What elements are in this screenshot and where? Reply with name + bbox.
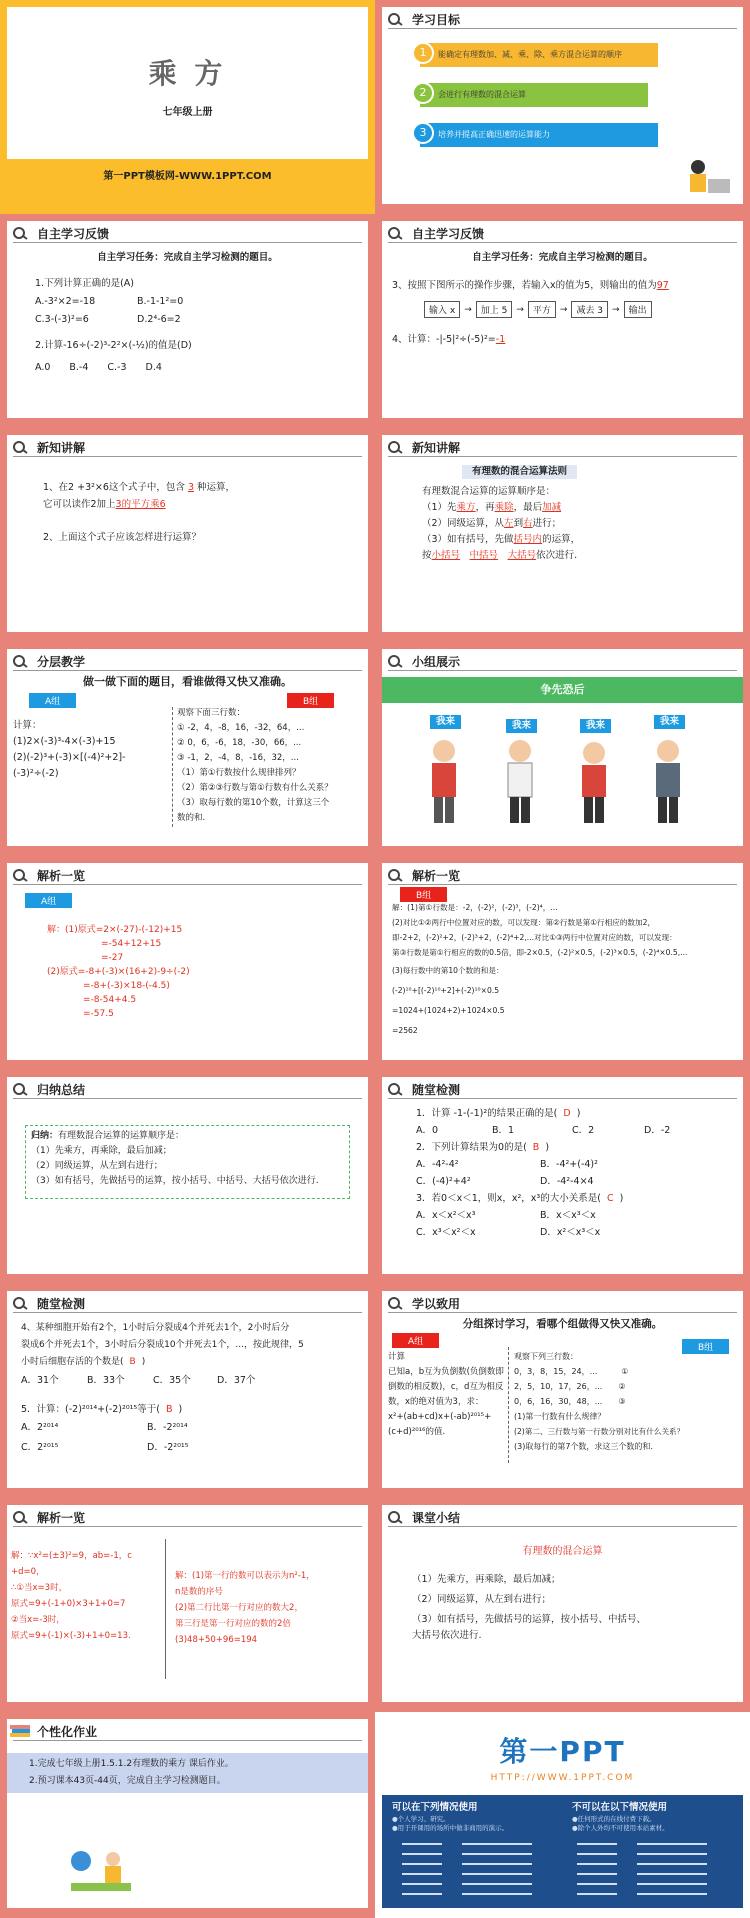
b-line: ① -2，4，-8，16，-32，64，... [177, 723, 305, 733]
q4-line: 4、某种细胞开始有2个，1小时后分裂成4个并死去1个，2小时后分 [21, 1323, 290, 1333]
link-list-decoration [402, 1839, 732, 1909]
q5-opt: D．-2²⁰¹⁵ [147, 1442, 189, 1453]
a-line: x²+(ab+cd)x+(-ab)²⁰¹⁵+ [388, 1412, 492, 1422]
flow-step: 平方 [528, 301, 556, 318]
slide-header: 解析一览 [7, 866, 85, 884]
slide-header: 归纳总结 [7, 1080, 85, 1098]
sol-line: =-57.5 [83, 1009, 114, 1019]
a-sol: ②当x=-3时， [11, 1615, 65, 1625]
slide-apply[interactable] [375, 1284, 750, 1498]
slide-class-summary[interactable] [375, 1498, 750, 1712]
slide-new-knowledge-1[interactable] [0, 428, 375, 642]
magnifier-icon [7, 1295, 33, 1311]
slide-feedback-2[interactable] [375, 214, 750, 428]
q4-line: 裂成6个并死去1个，3小时后分裂成10个并死去1个，...，按此规律，5 [21, 1340, 304, 1350]
slide-analysis-2[interactable] [0, 1498, 375, 1712]
a-line: 计算 [388, 1352, 406, 1362]
sign-2: 我来 [506, 719, 537, 733]
tag-a: A组 [25, 893, 72, 908]
magnifier-icon [382, 11, 408, 27]
flow-step: 输入 x [424, 301, 460, 318]
can-note: ●个人学习、研究。 [392, 1815, 450, 1823]
q2-opt: A．-4²-4² [416, 1159, 459, 1170]
q4-opt: C．35个 [153, 1375, 191, 1386]
q4-opt: D．37个 [217, 1375, 256, 1386]
ending-logo: 第一PPT [499, 1735, 626, 1768]
cover-subtitle: 七年级上册 [162, 107, 213, 118]
sol-line: (-2)¹⁰+[(-2)¹⁰+2]+(-2)¹⁰×0.5 [392, 986, 500, 995]
teacher-illustration [678, 157, 738, 199]
slide-homework[interactable] [0, 1712, 375, 1918]
magnifier-icon [382, 439, 408, 455]
b-sol: (2)第二行比第一行对应的数大2， [175, 1603, 303, 1613]
goal-text-2: 会进行有理数的混合运算 [438, 90, 526, 99]
q3: 3．若0＜x＜1，则x，x²，x³的大小关系是( C ) [416, 1193, 624, 1204]
q1-opt: A．0 [416, 1125, 439, 1136]
q3: 3、按照下图所示的操作步骤，若输入x的值为5，则输出的值为97 [392, 280, 669, 291]
b-line: 观察下列三行数： [514, 1352, 578, 1361]
slide-analysis-a[interactable] [0, 856, 375, 1070]
rule-1: （1）先乘方，再乘除，最后加减 [422, 502, 562, 513]
a-line: (1)2×(-3)³-4×(-3)+15 [13, 736, 116, 747]
homework-line: 1.完成七年级上册1.5.1.2有理数的乘方 课后作业。 [29, 1759, 234, 1769]
slide-new-knowledge-2[interactable] [375, 428, 750, 642]
a-sol: 解：∵x²=(±3)²=9，ab=-1，c [11, 1551, 132, 1561]
goal-text-1: 能确定有理数加、减、乘、除、乘方混合运算的顺序 [438, 50, 622, 59]
banner: 争先恐后 [382, 677, 743, 703]
q1: 1.下列计算正确的是(A) [35, 278, 134, 289]
sol-line: 第③行数是第①行相应的数的0.5倍，即-2×0.5，(-2)²×0.5，(-2)³×0.5，(-2)⁴×0.5,... [392, 948, 688, 957]
b-line: （1）第①行数按什么规律排列？ [177, 768, 301, 778]
line-1: 1、在2 +3²×6这个式子中，包含 3 种运算， [43, 482, 235, 493]
magnifier-icon [382, 1295, 408, 1311]
goal-num-3: 3 [412, 122, 434, 144]
q1: 1．计算 -1-(-1)²的结果正确的是( D ) [416, 1108, 581, 1119]
b-line: 0，6，16，30，48，... ③ [514, 1397, 626, 1406]
q1-opt: D．-2 [644, 1125, 671, 1136]
sol-line: (2)原式=-8+(-3)×(16+2)-9÷(-2) [47, 967, 190, 977]
a-line: (c+d)²⁰¹⁶的值. [388, 1427, 446, 1437]
apply-title: 分组探讨学习，看哪个组做得又快又准确。 [462, 1318, 663, 1330]
q5-opt: A．2²⁰¹⁴ [21, 1422, 59, 1433]
b-sol: 解：(1)第一行的数可以表示为n²-1， [175, 1571, 315, 1581]
sol-line: (3)每行数中的第10个数的和是： [392, 966, 504, 975]
q2-opt: D．-4²-4×4 [540, 1176, 594, 1187]
b-sol: (3)48+50+96=194 [175, 1635, 258, 1645]
slide-quiz-2[interactable] [0, 1284, 375, 1498]
magnifier-icon [7, 1509, 33, 1525]
q2: 2．下列计算结果为0的是( B ) [416, 1142, 550, 1153]
slide-header: 分层教学 [7, 652, 85, 670]
b-line: (2)第二、三行数与第一行数分别对比有什么关系？ [514, 1427, 685, 1436]
slide-header: 解析一览 [7, 1508, 85, 1526]
cover-site: 第一PPT模板网-WWW.1PPT.COM [103, 171, 272, 182]
sol-line: =-27 [101, 953, 124, 963]
task-text: 自主学习任务：完成自主学习检测的题目。 [472, 252, 653, 263]
magnifier-icon [7, 867, 33, 883]
q4-opt: B．33个 [87, 1375, 125, 1386]
q4: 4、计算：-|-5|²÷(-5)²=-1 [392, 334, 506, 345]
slide-header: 新知讲解 [7, 438, 85, 456]
cannot-note: ●除个人外均不可使用本站素材。 [572, 1824, 669, 1832]
rule-intro: 有理数混合运算的运算顺序是： [422, 486, 556, 497]
goal-num-2: 2 [412, 82, 434, 104]
q5-opt: C．2²⁰¹⁵ [21, 1442, 59, 1453]
sol-line: =-8+(-3)×18-(-4.5) [83, 981, 170, 991]
study-illustration [67, 1839, 147, 1899]
b-line: （2）第②③行数与第①行数有什么关系？ [177, 783, 333, 793]
divider [508, 1347, 509, 1463]
b-line: 2，5，10，17，26，... ② [514, 1382, 626, 1391]
can-use-title: 可以在下列情况使用 [392, 1802, 478, 1813]
slide-cover[interactable] [0, 0, 375, 214]
q3-opt: D．x²＜x³＜x [540, 1227, 601, 1238]
sol-line: =-8-54+4.5 [83, 995, 137, 1005]
slide-ending[interactable] [375, 1712, 750, 1918]
slide-layered-teaching[interactable] [0, 642, 375, 856]
q5-opt: B．-2²⁰¹⁴ [147, 1422, 188, 1433]
b-line: ② 0，6，-6，18，-30，66，... [177, 738, 302, 748]
flow-diagram: 输入 x → 加上 5 → 平方 → 减去 3 → 输出 [424, 301, 652, 318]
a-sol: 原式=9+(-1+0)×3+1+0=7 [11, 1599, 126, 1609]
slide-quiz-1[interactable] [375, 1070, 750, 1284]
book-stack-icon [7, 1723, 33, 1739]
rule-2: （2）同级运算，从左到右进行； [422, 518, 562, 529]
cannot-use-title: 不可以在以下情况使用 [572, 1802, 668, 1813]
slide-header: 小组展示 [382, 652, 460, 670]
sol-line: =2562 [392, 1026, 418, 1035]
summary-line: （2）同级运算，从左到右进行； [412, 1594, 552, 1605]
a-line: 计算： [13, 720, 42, 731]
magnifier-icon [7, 439, 33, 455]
sol-line: =1024+(1024+2)+1024×0.5 [392, 1006, 505, 1015]
magnifier-icon [7, 1081, 33, 1097]
q1-b: B.-1-1²=0 [137, 296, 184, 307]
q3-opt: A．x＜x²＜x³ [416, 1210, 476, 1221]
slide-header: 解析一览 [382, 866, 460, 884]
can-note: ●用于开课用的场所中做非商用的演示。 [392, 1824, 509, 1832]
magnifier-icon [382, 1081, 408, 1097]
b-line: ③ -1，2，-4，8，-16，32，... [177, 753, 299, 763]
sign-3: 我来 [580, 719, 611, 733]
b-sol: n是数的序号 [175, 1587, 223, 1597]
b-line: 观察下面三行数： [177, 708, 246, 718]
flow-step: 输出 [624, 301, 652, 318]
sol-line: 解：(1)第①行数是：-2，(-2)²，(-2)³，(-2)⁴，... [392, 903, 558, 912]
sol-line: 即-2+2，(-2)²+2，(-2)³+2，(-2)⁴+2,...对比①③两行中位置对应的数，可以发现： [392, 933, 677, 942]
slide-header: 自主学习反馈 [7, 224, 109, 242]
ending-url: HTTP://WWW.1PPT.COM [490, 1773, 635, 1783]
q3-opt: C．x³＜x²＜x [416, 1227, 476, 1238]
divider [172, 707, 173, 827]
q2-opt: B．-4²+(-4)² [540, 1159, 598, 1170]
tag-b: B组 [682, 1339, 729, 1354]
q3-opt: B．x＜x³＜x [540, 1210, 596, 1221]
sol-line: (2)对比①②两行中位置对应的数，可以发现：第②行数是第①行相应的数加2， [392, 918, 656, 927]
layer-title: 做一做下面的题目，看谁做得又快又准确。 [83, 675, 292, 688]
b-sol: 第三行是第一行对应的数的2倍 [175, 1619, 291, 1629]
magnifier-icon [7, 225, 33, 241]
b-line: 数的和. [177, 813, 206, 823]
rule-box: 有理数的混合运算法则 [462, 465, 577, 479]
line-2: 它可以读作2加上3的平方乘6 [43, 499, 166, 510]
summary-line: （2）同级运算，从左到右进行； [31, 1161, 163, 1171]
slide-header: 新知讲解 [382, 438, 460, 456]
sign-4: 我来 [654, 715, 685, 729]
q1-c: C.3-(-3)²=6 [35, 314, 89, 325]
slide-goals[interactable] [375, 0, 750, 214]
magnifier-icon [7, 653, 33, 669]
q1-opt: B．1 [492, 1125, 515, 1136]
q4-line: 小时后细胞存活的个数是( B ) [21, 1357, 146, 1367]
magnifier-icon [382, 653, 408, 669]
sign-1: 我来 [430, 715, 461, 729]
slide-header: 自主学习反馈 [382, 224, 484, 242]
sol-line: 解：(1)原式=2×(-27)-(-12)+15 [47, 925, 183, 935]
a-line: 已知a，b互为负倒数(负倒数即 [388, 1367, 504, 1377]
a-sol: ∴①当x=3时， [11, 1583, 68, 1593]
rule-3: （3）如有括号，先做括号内的运算， [422, 534, 581, 545]
flow-step: 加上 5 [476, 301, 513, 318]
divider [165, 1539, 166, 1679]
q2-opt: C．(-4)²+4² [416, 1176, 471, 1187]
goal-num-1: 1 [412, 42, 434, 64]
summary-line: （1）先乘方，再乘除，最后加减； [31, 1146, 172, 1156]
summary-line: 大括号依次进行. [412, 1630, 482, 1641]
tag-b: B组 [287, 693, 334, 708]
task-text: 自主学习任务：完成自主学习检测的题目。 [97, 252, 278, 263]
b-line: (3)取每行的第7个数，求这三个数的和. [514, 1442, 653, 1451]
summary-line: （3）如有括号，先做括号的运算，按小括号、中括号、大括号依次进行. [31, 1176, 319, 1186]
q1-opt: C．2 [572, 1125, 595, 1136]
b-line: (1)第一行数有什么规律？ [514, 1412, 606, 1421]
slide-summary[interactable] [0, 1070, 375, 1284]
magnifier-icon [382, 1509, 408, 1525]
q5: 5．计算：(-2)²⁰¹⁴+(-2)²⁰¹⁵等于( B ) [21, 1404, 183, 1415]
students-illustration [422, 735, 712, 831]
flow-step: 减去 3 [571, 301, 608, 318]
q2-options: A.0 B.-4 C.-3 D.4 [35, 362, 162, 373]
slide-header: 学以致用 [382, 1294, 460, 1312]
slide-header: 随堂检测 [382, 1080, 460, 1098]
cover-title: 乘 方 [148, 57, 227, 90]
summary-intro: 归纳：有理数混合运算的运算顺序是： [31, 1131, 185, 1141]
sol-line: =-54+12+15 [101, 939, 162, 949]
a-sol: 原式=9+(-1)×(-3)+1+0=13. [11, 1631, 131, 1641]
tag-b: B组 [400, 887, 447, 902]
tag-a: A组 [392, 1333, 439, 1348]
slide-analysis-b[interactable] [375, 856, 750, 1070]
goal-text-3: 培养并提高正确迅速的运算能力 [438, 130, 550, 139]
q1-a: A.-3²×2=-18 [35, 296, 96, 307]
a-line: (-3)²÷(-2) [13, 768, 59, 779]
a-line: 数，x的绝对值为3，求： [388, 1397, 484, 1407]
magnifier-icon [382, 867, 408, 883]
b-line: （3）取每行数的第10个数，计算这三个 [177, 798, 330, 808]
q2: 2.计算-16÷(-2)³-2²×(-½)的值是(D) [35, 340, 192, 351]
slide-header: 随堂检测 [7, 1294, 85, 1312]
a-line: (2)(-2)³+(-3)×[(-4)²+2]- [13, 752, 126, 763]
tag-a: A组 [29, 693, 76, 708]
summary-line: （1）先乘方，再乘除，最后加减； [412, 1574, 561, 1585]
slide-header: 个性化作业 [7, 1722, 97, 1740]
slide-group-show[interactable] [375, 642, 750, 856]
line-3: 2、上面这个式子应该怎样进行运算？ [43, 532, 202, 543]
slide-feedback-1[interactable] [0, 214, 375, 428]
q4-opt: A．31个 [21, 1375, 59, 1386]
b-line: 0，3，8，15，24，... ① [514, 1367, 629, 1376]
a-sol: +d=0， [11, 1567, 45, 1577]
rule-4: 按小括号 中括号 大括号依次进行. [422, 550, 578, 561]
slide-header: 课堂小结 [382, 1508, 460, 1526]
cannot-note: ●任何形式的在线付费下载。 [572, 1815, 656, 1823]
homework-line: 2.预习课本43页-44页，完成自主学习检测题目。 [29, 1776, 226, 1786]
slide-header: 学习目标 [382, 10, 460, 28]
summary-topic: 有理数的混合运算 [522, 1546, 603, 1557]
magnifier-icon [382, 225, 408, 241]
a-line: 倒数的相反数)，c，d互为相反 [388, 1382, 504, 1392]
q1-d: D.2⁴-6=2 [137, 314, 181, 325]
summary-line: （3）如有括号，先做括号的运算，按小括号、中括号、 [412, 1614, 647, 1625]
